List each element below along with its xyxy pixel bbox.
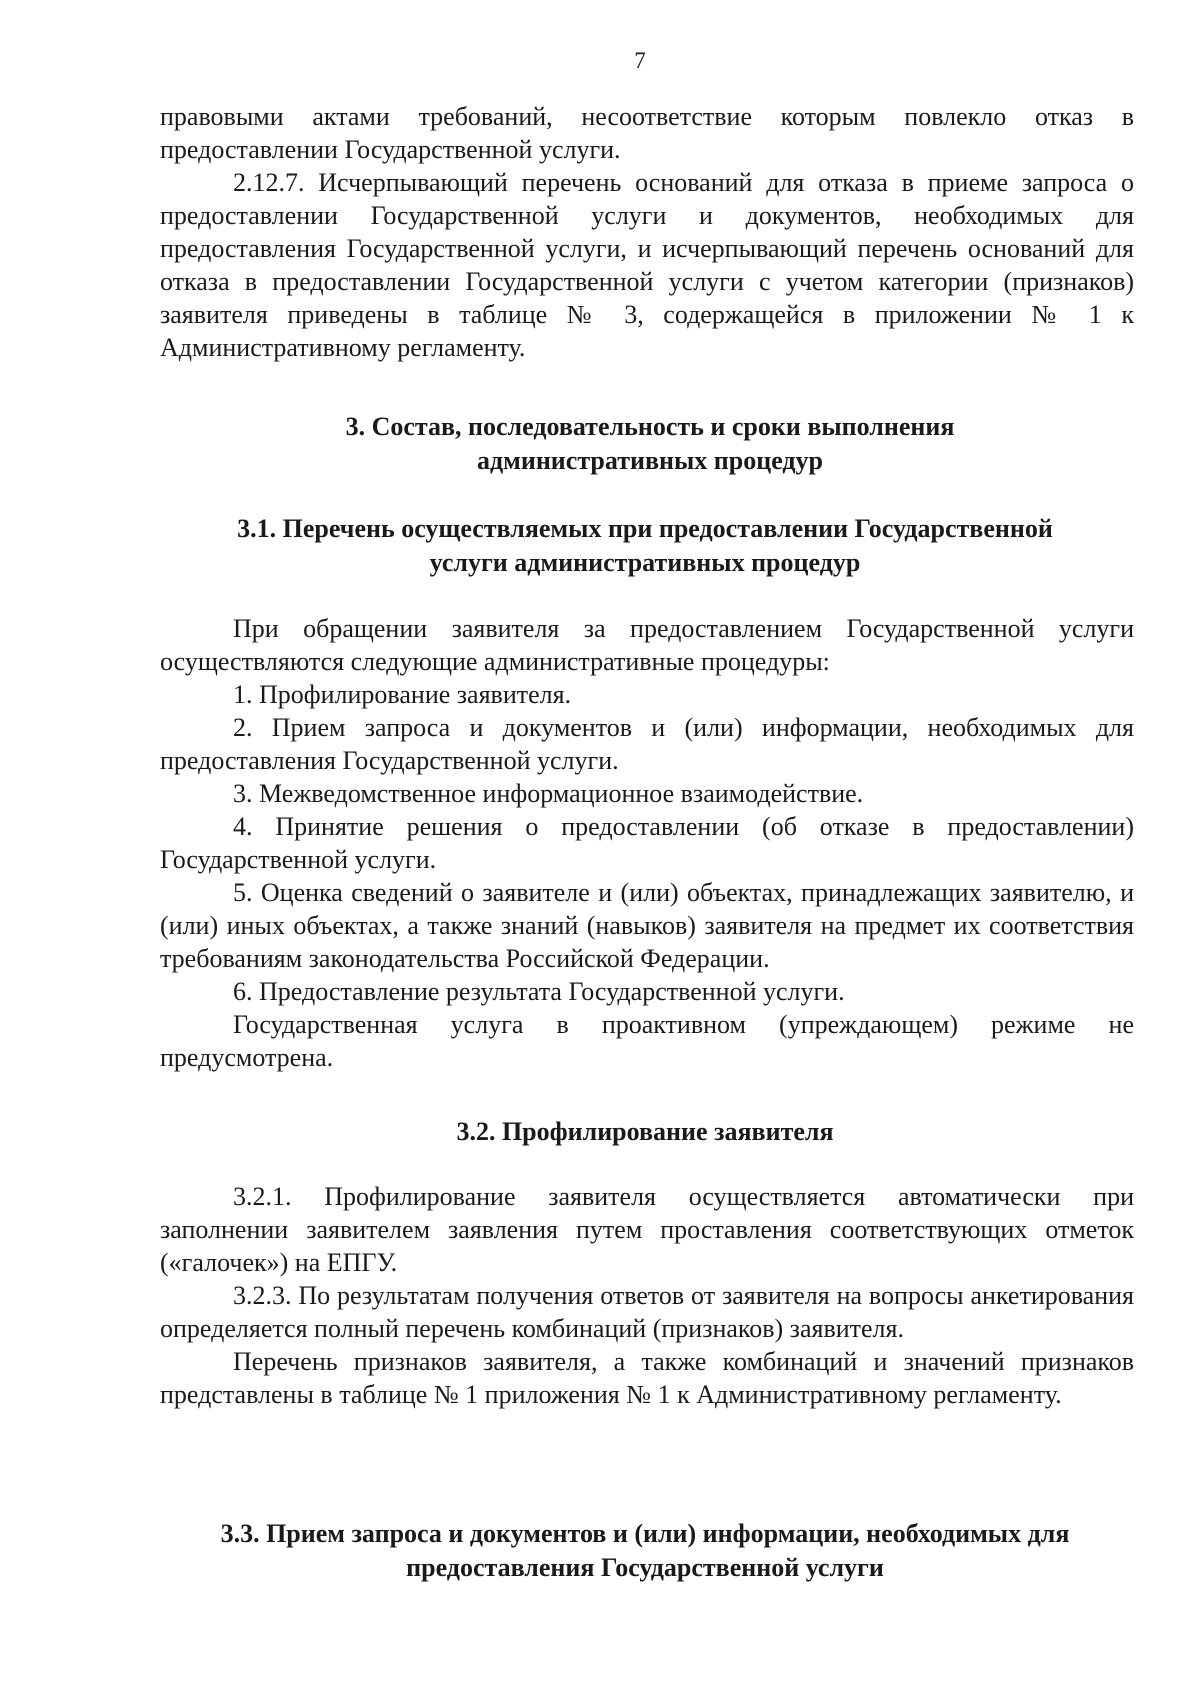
section-3-1-heading-line1: 3.1. Перечень осуществляемых при предоставлении Государственной: [237, 514, 1053, 543]
intro-block: [160, 100, 1134, 364]
section-3-1-heading-line2: услуги административных процедур: [429, 548, 861, 577]
section-3-3-heading-line1: 3.3. Прием запроса и документов и (или) информации, необходимых для: [220, 1519, 1070, 1548]
procedure-item: 3. Межведомственное информационное взаимодействие.: [233, 779, 864, 808]
section-3-2-body: [160, 1180, 1134, 1411]
section-3-3-heading-line2: предоставления Государственной услуги: [406, 1553, 884, 1582]
clause-2-12-7: 2.12.7. Исчерпывающий перечень оснований для отказа в приеме запроса о предоставлении Государственной услуги и документов, необходимых для предоставления Государственной услуги, и исчерпывающий перечень оснований для отказа в предоставлении Государственной услуги с учетом категории (признаков) заявителя приведены в таблице № 3, содержащейся в приложении № 1 к Административному регламенту.: [160, 168, 1134, 362]
proactive-note: Государственная услуга в проактивном (упреждающем) режиме не предусмотрена.: [160, 1010, 1134, 1072]
procedure-item: 4. Принятие решения о предоставлении (об отказе в предоставлении) Государственной услуги.: [160, 812, 1134, 874]
procedure-item: 5. Оценка сведений о заявителе и (или) объектах, принадлежащих заявителю, и (или) иных объектах, а также знаний (навыков) заявителя на предмет их соответствия требованиям законодательства Российской Федерации.: [160, 878, 1134, 973]
section-3-heading-line2: административных процедур: [476, 446, 824, 475]
page-number: 7: [634, 48, 646, 73]
section-3-heading-line1: 3. Состав, последовательность и сроки выполнения: [345, 412, 955, 441]
features-reference: Перечень признаков заявителя, а также комбинаций и значений признаков представлены в таблице № 1 приложения № 1 к Административному регламенту.: [160, 1347, 1134, 1409]
section-3-1-body: [160, 612, 1134, 1074]
clause-3-2-1: 3.2.1. Профилирование заявителя осуществляется автоматически при заполнении заявителем заявления путем проставления соответствующих отметок («галочек») на ЕПГУ.: [160, 1182, 1134, 1277]
procedure-item: 6. Предоставление результата Государственной услуги.: [233, 977, 845, 1006]
section-3-1-heading: [150, 512, 1140, 580]
section-3-3-heading: [150, 1517, 1140, 1585]
section-3-heading: [240, 410, 1060, 478]
section-3-1-lead: При обращении заявителя за предоставлением Государственной услуги осуществляются следующие административные процедуры:: [160, 614, 1134, 676]
procedure-item: 1. Профилирование заявителя.: [233, 680, 572, 709]
section-3-2-heading: 3.2. Профилирование заявителя: [456, 1117, 834, 1146]
clause-3-2-3: 3.2.3. По результатам получения ответов от заявителя на вопросы анкетирования определяется полный перечень комбинаций (признаков) заявителя.: [160, 1281, 1134, 1343]
procedure-item: 2. Прием запроса и документов и (или) информации, необходимых для предоставления Государственной услуги.: [160, 713, 1134, 775]
continuation-paragraph: правовыми актами требований, несоответствие которым повлекло отказ в предоставлении Государственной услуги.: [160, 102, 1134, 164]
